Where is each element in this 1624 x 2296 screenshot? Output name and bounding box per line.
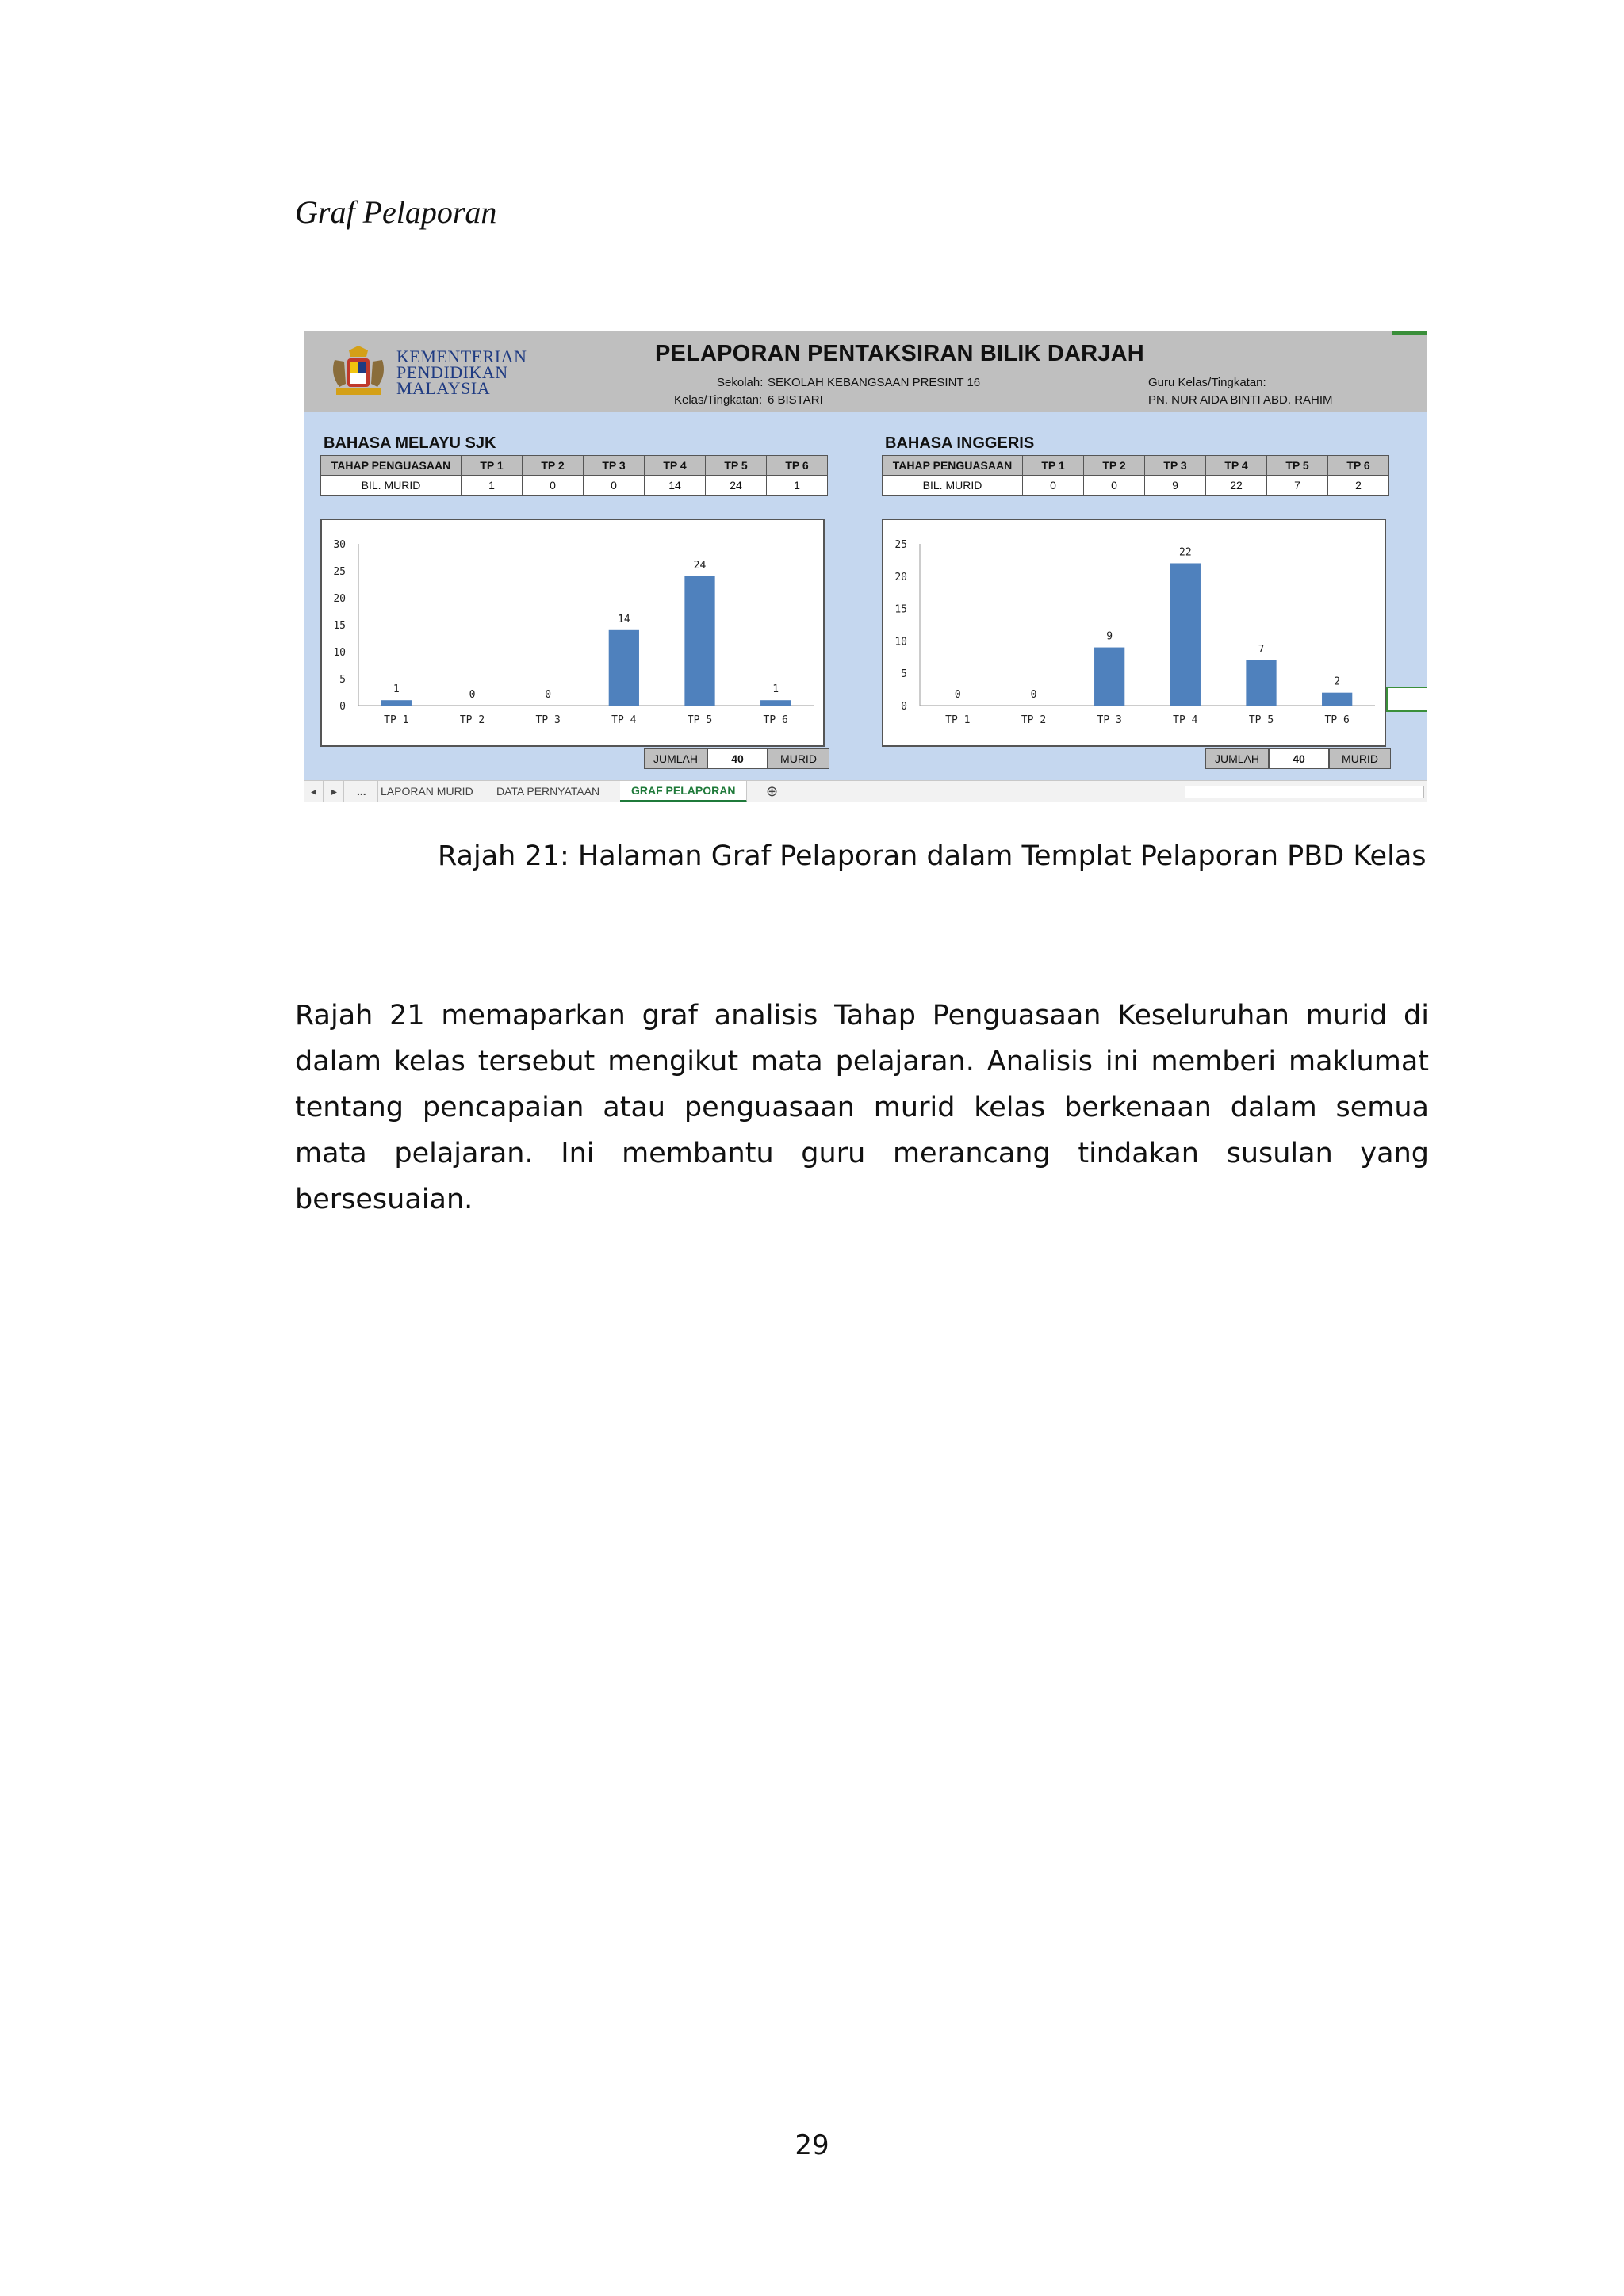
data-label: 1 [393, 683, 400, 696]
tp-table-header: TAHAP PENGUASAAN [883, 456, 1023, 476]
tp-table-row-label: BIL. MURID [883, 476, 1023, 496]
tp-table-cell: 7 [1267, 476, 1328, 496]
data-label: 2 [1334, 675, 1341, 688]
total-label: JUMLAH [644, 748, 707, 769]
y-tick-label: 0 [339, 701, 346, 713]
chart-bm-svg [322, 520, 823, 745]
selected-cell[interactable] [1386, 687, 1427, 712]
bar [1246, 660, 1276, 706]
data-label: 0 [545, 689, 552, 701]
report-screenshot [304, 331, 1427, 802]
coat-of-arms-icon [327, 342, 390, 400]
total-unit: MURID [768, 748, 829, 769]
class-label: Kelas/Tingkatan: [674, 393, 763, 407]
tp-table-cell: 22 [1206, 476, 1267, 496]
data-label: 1 [772, 683, 779, 696]
x-tick-label: TP 4 [611, 714, 637, 726]
x-tick-label: TP 4 [1173, 714, 1198, 726]
tp-table-bm [320, 455, 828, 496]
document-heading: Graf Pelaporan [295, 194, 497, 230]
x-tick-label: TP 2 [459, 714, 485, 726]
tab-laporan-murid[interactable]: LAPORAN MURID [370, 781, 485, 802]
tp-table-cell: 9 [1145, 476, 1206, 496]
data-label: 0 [1030, 689, 1037, 701]
page-number: 29 [795, 2130, 829, 2161]
add-sheet-icon[interactable]: ⊕ [766, 783, 779, 799]
scroll-tabs-right-icon[interactable]: ▸ [325, 781, 344, 802]
tp-table-level: TP 4 [645, 456, 706, 476]
bar [1094, 648, 1124, 706]
bar [760, 700, 791, 706]
chart-bi [882, 519, 1386, 747]
tp-table-level: TP 2 [1084, 456, 1145, 476]
bar [1170, 563, 1201, 706]
subject-title-bi: BAHASA INGGERIS [885, 434, 1035, 452]
tp-table-cell: 0 [1023, 476, 1084, 496]
body-paragraph: Rajah 21 memaparkan graf analisis Tahap Penguasaan Keseluruhan murid di dalam kelas tersebut mengikut mata pelajaran. Analisis ini memberi maklumat tentang pencapaian atau penguasaan murid kelas berkenaan dalam semua mata pelajaran. Ini membantu guru merancang tindakan susulan yang bersesuaian. [295, 1000, 1429, 1215]
x-tick-label: TP 1 [945, 714, 971, 726]
ministry-name: KEMENTERIAN PENDIDIKAN MALAYSIA [396, 346, 527, 398]
x-tick-label: TP 2 [1021, 714, 1047, 726]
total-bm [644, 748, 829, 769]
data-label: 22 [1179, 546, 1192, 559]
x-tick-label: TP 3 [1097, 714, 1122, 726]
y-tick-label: 30 [333, 539, 346, 551]
school-label: Sekolah: [717, 376, 764, 389]
data-label: 0 [954, 689, 961, 701]
tp-table-cell: 1 [767, 476, 828, 496]
chart-bm [320, 519, 825, 747]
y-tick-label: 25 [894, 539, 907, 551]
tp-table-row-label: BIL. MURID [321, 476, 462, 496]
data-label: 9 [1106, 630, 1113, 643]
tp-table-cell: 2 [1328, 476, 1389, 496]
bar [381, 700, 412, 706]
total-value: 40 [1269, 748, 1329, 769]
selection-marker [1392, 331, 1427, 335]
tp-table-level: TP 1 [462, 456, 523, 476]
tp-table-level: TP 3 [1145, 456, 1206, 476]
total-unit: MURID [1329, 748, 1391, 769]
report-header [304, 331, 1427, 412]
x-tick-label: TP 6 [763, 714, 788, 726]
x-tick-label: TP 6 [1324, 714, 1350, 726]
tp-table-cell: 14 [645, 476, 706, 496]
bar [609, 630, 639, 706]
tp-table-level: TP 6 [767, 456, 828, 476]
tab-data-pernyataan[interactable]: DATA PERNYATAAN [485, 781, 611, 802]
y-tick-label: 5 [901, 668, 907, 681]
tp-table-level: TP 5 [1267, 456, 1328, 476]
y-tick-label: 10 [894, 636, 907, 649]
y-tick-label: 25 [333, 566, 346, 578]
y-tick-label: 5 [339, 674, 346, 686]
data-label: 24 [693, 559, 707, 572]
subject-title-bm: BAHASA MELAYU SJK [324, 434, 496, 452]
y-tick-label: 10 [333, 647, 346, 659]
tp-table-level: TP 1 [1023, 456, 1084, 476]
x-tick-label: TP 3 [535, 714, 561, 726]
y-tick-label: 0 [901, 701, 907, 713]
class-value: 6 BISTARI [768, 393, 823, 407]
bar [1322, 693, 1352, 706]
teacher-value: PN. NUR AIDA BINTI ABD. RAHIM [1148, 393, 1333, 407]
tab-more[interactable]: ... [346, 781, 378, 802]
tab-graf-pelaporan[interactable]: GRAF PELAPORAN [620, 781, 747, 802]
x-tick-label: TP 5 [687, 714, 713, 726]
tp-table-cell: 1 [462, 476, 523, 496]
y-tick-label: 20 [894, 571, 907, 584]
school-value: SEKOLAH KEBANGSAAN PRESINT 16 [768, 376, 981, 389]
y-tick-label: 20 [333, 593, 346, 605]
tp-table-cell: 0 [584, 476, 645, 496]
tp-table-level: TP 2 [523, 456, 584, 476]
tp-table-cell: 0 [1084, 476, 1145, 496]
x-tick-label: TP 1 [384, 714, 409, 726]
tp-table-cell: 0 [523, 476, 584, 496]
x-tick-label: TP 5 [1248, 714, 1274, 726]
total-bi [1205, 748, 1391, 769]
data-label: 0 [469, 689, 476, 701]
figure-caption: Rajah 21: Halaman Graf Pelaporan dalam Templat Pelaporan PBD Kelas [438, 840, 1427, 872]
report-title: PELAPORAN PENTAKSIRAN BILIK DARJAH [655, 341, 1144, 366]
data-label: 7 [1258, 643, 1265, 656]
bar [684, 576, 714, 706]
data-label: 14 [618, 613, 630, 626]
tp-table-cell: 24 [706, 476, 767, 496]
tp-table-level: TP 5 [706, 456, 767, 476]
tp-table-level: TP 4 [1206, 456, 1267, 476]
tp-table-level: TP 3 [584, 456, 645, 476]
teacher-label: Guru Kelas/Tingkatan: [1148, 376, 1266, 389]
tp-table-bi [882, 455, 1389, 496]
sheet-tab-bar [304, 780, 1427, 802]
chart-bi-svg [883, 520, 1385, 745]
y-tick-label: 15 [333, 620, 346, 632]
horizontal-scrollbar[interactable] [1185, 786, 1424, 798]
tp-table-level: TP 6 [1328, 456, 1389, 476]
tp-table-header: TAHAP PENGUASAAN [321, 456, 462, 476]
total-label: JUMLAH [1205, 748, 1269, 769]
total-value: 40 [707, 748, 768, 769]
y-tick-label: 15 [894, 603, 907, 616]
scroll-tabs-left-icon[interactable]: ◂ [304, 781, 324, 802]
